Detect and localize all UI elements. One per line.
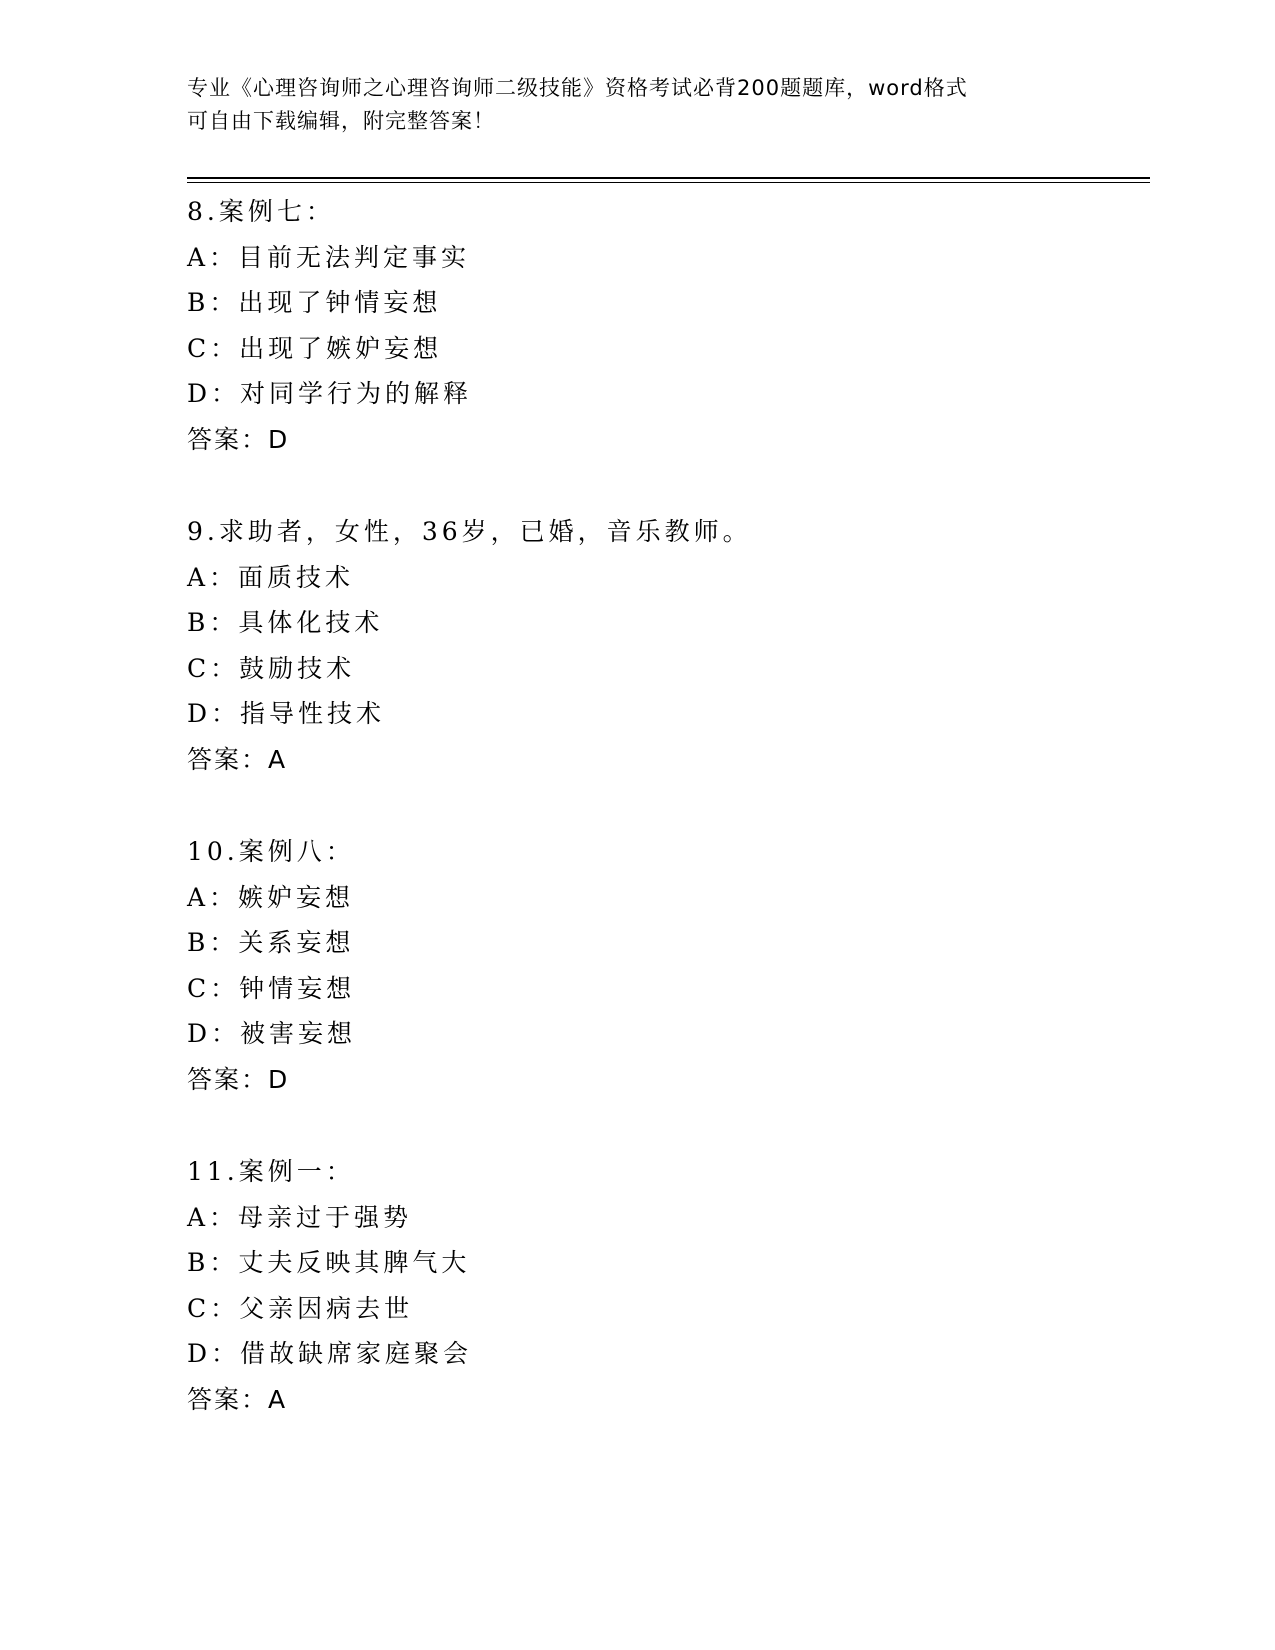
answer-line: 答案：A — [187, 1384, 288, 1414]
question-item — [187, 1149, 1147, 1422]
option-c: C：父亲因病去世 — [187, 1293, 414, 1323]
question-stem: 8.案例七： — [187, 197, 335, 226]
option-a: A：嫉妒妄想 — [187, 882, 355, 912]
option-a: A：母亲过于强势 — [187, 1202, 413, 1232]
document-header — [187, 72, 1087, 138]
option-d: D：借故缺席家庭聚会 — [187, 1339, 473, 1368]
option-a: A：目前无法判定事实 — [187, 242, 471, 272]
question-stem: 11.案例一： — [187, 1157, 355, 1186]
header-divider-thin — [187, 182, 1150, 183]
header-line-1: 专业《心理咨询师之心理咨询师二级技能》资格考试必背200题题库，word格式 — [187, 76, 968, 100]
option-b: B：丈夫反映其脾气大 — [187, 1248, 471, 1277]
header-line-2: 可自由下载编辑，附完整答案！ — [187, 109, 495, 133]
option-b: B：出现了钟情妄想 — [187, 288, 442, 317]
option-c: C：鼓励技术 — [187, 653, 356, 683]
question-item — [187, 509, 1147, 782]
question-list — [187, 189, 1147, 1469]
option-c: C：出现了嫉妒妄想 — [187, 333, 443, 363]
question-item — [187, 829, 1147, 1102]
option-b: B：关系妄想 — [187, 928, 355, 957]
answer-line: 答案：D — [187, 1064, 290, 1094]
option-b: B：具体化技术 — [187, 608, 384, 637]
answer-line: 答案：D — [187, 424, 290, 454]
answer-line: 答案：A — [187, 744, 288, 774]
option-d: D：被害妄想 — [187, 1019, 357, 1048]
option-a: A：面质技术 — [187, 562, 355, 592]
option-d: D：指导性技术 — [187, 699, 386, 728]
question-stem: 10.案例八： — [187, 837, 355, 866]
question-stem: 9.求助者，女性，36岁，已婚，音乐教师。 — [187, 517, 752, 546]
header-divider-thick — [187, 177, 1150, 179]
option-d: D：对同学行为的解释 — [187, 379, 473, 408]
option-c: C：钟情妄想 — [187, 973, 356, 1003]
question-item — [187, 189, 1147, 462]
